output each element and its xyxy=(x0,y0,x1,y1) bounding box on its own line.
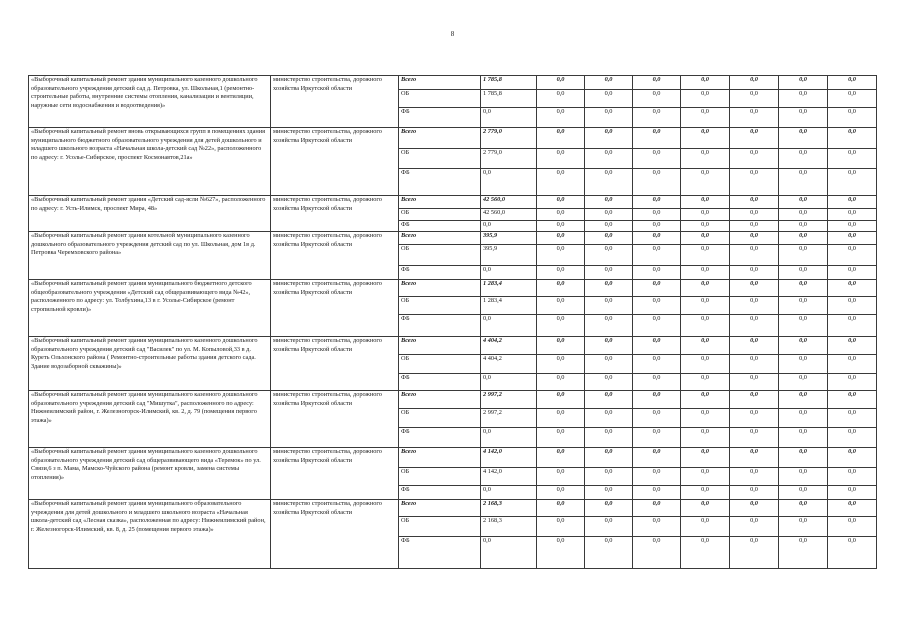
year-value-cell: 0,0 xyxy=(537,428,585,448)
year-value-cell: 0,0 xyxy=(585,355,633,374)
year-value-cell: 0,0 xyxy=(779,337,828,355)
year-value-cell: 0,0 xyxy=(681,297,730,315)
table-row xyxy=(29,500,877,517)
year-value-cell: 0,0 xyxy=(585,90,633,108)
funding-source-label: ОБ xyxy=(399,297,481,315)
year-value-cell: 0,0 xyxy=(681,468,730,486)
year-value-cell: 0,0 xyxy=(633,337,681,355)
year-value-cell: 0,0 xyxy=(633,355,681,374)
year-value-cell: 0,0 xyxy=(730,468,779,486)
funding-source-label: ОБ xyxy=(399,468,481,486)
year-value-cell: 0,0 xyxy=(681,315,730,337)
year-value-cell: 0,0 xyxy=(730,374,779,391)
amount-cell: 0,0 xyxy=(481,428,537,448)
page-number: 8 xyxy=(450,30,455,38)
year-value-cell: 0,0 xyxy=(779,232,828,245)
year-value-cell: 0,0 xyxy=(633,266,681,280)
year-value-cell: 0,0 xyxy=(585,428,633,448)
amount-cell: 2 997,2 xyxy=(481,391,537,409)
year-value-cell: 0,0 xyxy=(828,149,877,169)
year-value-cell: 0,0 xyxy=(828,108,877,128)
year-value-cell: 0,0 xyxy=(779,355,828,374)
year-value-cell: 0,0 xyxy=(633,315,681,337)
year-value-cell: 0,0 xyxy=(730,266,779,280)
year-value-cell: 0,0 xyxy=(828,297,877,315)
year-value-cell: 0,0 xyxy=(730,90,779,108)
year-value-cell: 0,0 xyxy=(633,128,681,149)
year-value-cell: 0,0 xyxy=(633,486,681,500)
year-value-cell: 0,0 xyxy=(779,486,828,500)
year-value-cell: 0,0 xyxy=(828,355,877,374)
year-value-cell: 0,0 xyxy=(828,468,877,486)
year-value-cell: 0,0 xyxy=(633,280,681,297)
year-value-cell: 0,0 xyxy=(537,297,585,315)
amount-cell: 4 142,0 xyxy=(481,468,537,486)
year-value-cell: 0,0 xyxy=(730,169,779,196)
year-value-cell: 0,0 xyxy=(730,280,779,297)
year-value-cell: 0,0 xyxy=(633,374,681,391)
funding-source-label: Всего xyxy=(399,128,481,149)
year-value-cell: 0,0 xyxy=(779,428,828,448)
amount-cell: 4 404,2 xyxy=(481,355,537,374)
year-value-cell: 0,0 xyxy=(730,448,779,468)
amount-cell: 0,0 xyxy=(481,108,537,128)
year-value-cell: 0,0 xyxy=(585,391,633,409)
year-value-cell: 0,0 xyxy=(537,209,585,221)
funding-source-label: ФБ xyxy=(399,266,481,280)
year-value-cell: 0,0 xyxy=(730,486,779,500)
year-value-cell: 0,0 xyxy=(585,108,633,128)
year-value-cell: 0,0 xyxy=(681,266,730,280)
year-value-cell: 0,0 xyxy=(633,297,681,315)
year-value-cell: 0,0 xyxy=(585,128,633,149)
year-value-cell: 0,0 xyxy=(585,500,633,517)
year-value-cell: 0,0 xyxy=(537,221,585,232)
year-value-cell: 0,0 xyxy=(828,76,877,90)
year-value-cell: 0,0 xyxy=(585,221,633,232)
funding-source-label: ФБ xyxy=(399,537,481,569)
amount-cell: 0,0 xyxy=(481,486,537,500)
year-value-cell: 0,0 xyxy=(681,90,730,108)
year-value-cell: 0,0 xyxy=(585,517,633,537)
project-description: «Выборочный капитальный ремонт здания муниципального казенного дошкольного образовательного учреждения детский сад общеразвивающего вида «Теремок» по ул. Связи,6 з п. Мама, Мамско-Чуйского района (ремонт кровли, замена системы отопления)» xyxy=(29,448,271,500)
year-value-cell: 0,0 xyxy=(730,232,779,245)
funding-source-label: ФБ xyxy=(399,428,481,448)
year-value-cell: 0,0 xyxy=(537,355,585,374)
year-value-cell: 0,0 xyxy=(633,245,681,266)
year-value-cell: 0,0 xyxy=(730,209,779,221)
amount-cell: 0,0 xyxy=(481,537,537,569)
funding-source-label: ФБ xyxy=(399,374,481,391)
year-value-cell: 0,0 xyxy=(537,517,585,537)
amount-cell: 0,0 xyxy=(481,315,537,337)
year-value-cell: 0,0 xyxy=(681,245,730,266)
year-value-cell: 0,0 xyxy=(585,315,633,337)
project-description: «Выборочный капитальный ремонт здания котельной муниципального казенного дошкольного образовательного учреждения детский сад по ул. Школьная, дом 1в д. Петровка Черемховского района» xyxy=(29,232,271,280)
year-value-cell: 0,0 xyxy=(585,409,633,428)
year-value-cell: 0,0 xyxy=(779,169,828,196)
amount-cell: 0,0 xyxy=(481,221,537,232)
year-value-cell: 0,0 xyxy=(633,108,681,128)
year-value-cell: 0,0 xyxy=(681,196,730,209)
year-value-cell: 0,0 xyxy=(779,315,828,337)
year-value-cell: 0,0 xyxy=(585,149,633,169)
project-description: «Выборочный капитальный ремонт здания муниципального бюджетного детского общеобразовательного учреждения «Детский сад общеразвивающего вида №42», расположенного по адресу: ул. Толбухина,13 в г. Усолье-Сибирское (ремонт стропильной кровли)» xyxy=(29,280,271,337)
budget-table xyxy=(28,75,877,569)
responsible-agency: министерство строительства, дорожного хозяйства Иркутской области xyxy=(271,76,399,128)
year-value-cell: 0,0 xyxy=(779,391,828,409)
amount-cell: 2 997,2 xyxy=(481,409,537,428)
year-value-cell: 0,0 xyxy=(537,128,585,149)
funding-source-label: ОБ xyxy=(399,209,481,221)
year-value-cell: 0,0 xyxy=(681,428,730,448)
table-row xyxy=(29,128,877,149)
amount-cell: 2 168,3 xyxy=(481,517,537,537)
funding-source-label: Всего xyxy=(399,448,481,468)
funding-source-label: ОБ xyxy=(399,517,481,537)
year-value-cell: 0,0 xyxy=(537,500,585,517)
year-value-cell: 0,0 xyxy=(779,468,828,486)
year-value-cell: 0,0 xyxy=(585,337,633,355)
responsible-agency: министерство строительства, дорожного хозяйства Иркутской области xyxy=(271,500,399,569)
year-value-cell: 0,0 xyxy=(585,169,633,196)
year-value-cell: 0,0 xyxy=(828,280,877,297)
year-value-cell: 0,0 xyxy=(681,280,730,297)
funding-source-label: ОБ xyxy=(399,149,481,169)
year-value-cell: 0,0 xyxy=(828,221,877,232)
year-value-cell: 0,0 xyxy=(828,428,877,448)
year-value-cell: 0,0 xyxy=(633,149,681,169)
year-value-cell: 0,0 xyxy=(537,448,585,468)
amount-cell: 0,0 xyxy=(481,169,537,196)
year-value-cell: 0,0 xyxy=(779,500,828,517)
year-value-cell: 0,0 xyxy=(633,448,681,468)
year-value-cell: 0,0 xyxy=(681,391,730,409)
year-value-cell: 0,0 xyxy=(828,486,877,500)
year-value-cell: 0,0 xyxy=(585,232,633,245)
year-value-cell: 0,0 xyxy=(537,232,585,245)
year-value-cell: 0,0 xyxy=(633,232,681,245)
year-value-cell: 0,0 xyxy=(779,128,828,149)
funding-source-label: Всего xyxy=(399,500,481,517)
year-value-cell: 0,0 xyxy=(828,391,877,409)
project-description: «Выборочный капитальный ремонт здания муниципального казенного дошкольного образовательного учреждения детский сад д. Петровка, ул. Школьная,1 (ремонтно-строительные работы, внутренние системы отопления, канализации и вентиляции, наружные сети водоснабжения и водоотведения)» xyxy=(29,76,271,128)
year-value-cell: 0,0 xyxy=(633,537,681,569)
year-value-cell: 0,0 xyxy=(585,280,633,297)
year-value-cell: 0,0 xyxy=(585,245,633,266)
year-value-cell: 0,0 xyxy=(633,221,681,232)
year-value-cell: 0,0 xyxy=(633,76,681,90)
year-value-cell: 0,0 xyxy=(828,537,877,569)
responsible-agency: министерство строительства, дорожного хозяйства Иркутской области xyxy=(271,337,399,391)
amount-cell: 2 779,0 xyxy=(481,149,537,169)
funding-source-label: ОБ xyxy=(399,355,481,374)
year-value-cell: 0,0 xyxy=(537,315,585,337)
amount-cell: 395,9 xyxy=(481,245,537,266)
year-value-cell: 0,0 xyxy=(537,108,585,128)
year-value-cell: 0,0 xyxy=(633,517,681,537)
year-value-cell: 0,0 xyxy=(537,537,585,569)
year-value-cell: 0,0 xyxy=(779,537,828,569)
year-value-cell: 0,0 xyxy=(730,355,779,374)
year-value-cell: 0,0 xyxy=(585,209,633,221)
funding-source-label: ОБ xyxy=(399,245,481,266)
year-value-cell: 0,0 xyxy=(779,266,828,280)
year-value-cell: 0,0 xyxy=(730,108,779,128)
table-row xyxy=(29,232,877,245)
year-value-cell: 0,0 xyxy=(730,337,779,355)
year-value-cell: 0,0 xyxy=(779,221,828,232)
funding-source-label: Всего xyxy=(399,337,481,355)
year-value-cell: 0,0 xyxy=(779,108,828,128)
year-value-cell: 0,0 xyxy=(537,245,585,266)
year-value-cell: 0,0 xyxy=(537,196,585,209)
year-value-cell: 0,0 xyxy=(779,245,828,266)
responsible-agency: министерство строительства, дорожного хозяйства Иркутской области xyxy=(271,196,399,232)
year-value-cell: 0,0 xyxy=(730,409,779,428)
amount-cell: 4 142,0 xyxy=(481,448,537,468)
amount-cell: 1 283,4 xyxy=(481,280,537,297)
year-value-cell: 0,0 xyxy=(730,517,779,537)
table-row xyxy=(29,280,877,297)
year-value-cell: 0,0 xyxy=(681,355,730,374)
amount-cell: 2 779,0 xyxy=(481,128,537,149)
year-value-cell: 0,0 xyxy=(828,128,877,149)
year-value-cell: 0,0 xyxy=(585,266,633,280)
year-value-cell: 0,0 xyxy=(681,169,730,196)
year-value-cell: 0,0 xyxy=(779,280,828,297)
year-value-cell: 0,0 xyxy=(828,337,877,355)
year-value-cell: 0,0 xyxy=(828,448,877,468)
year-value-cell: 0,0 xyxy=(681,500,730,517)
year-value-cell: 0,0 xyxy=(585,196,633,209)
table-row xyxy=(29,391,877,409)
year-value-cell: 0,0 xyxy=(730,245,779,266)
funding-source-label: Всего xyxy=(399,196,481,209)
year-value-cell: 0,0 xyxy=(585,297,633,315)
year-value-cell: 0,0 xyxy=(828,409,877,428)
project-description: «Выборочный капитальный ремонт здания муниципального казенного дошкольного образовательного учреждения детский сад "Мишутка", расположенного по адресу: Нижнеилимский район, г. Железногорск-Илимский, кв. 2, д. 79 (помещения первого этажа)» xyxy=(29,391,271,448)
year-value-cell: 0,0 xyxy=(537,280,585,297)
year-value-cell: 0,0 xyxy=(585,374,633,391)
year-value-cell: 0,0 xyxy=(537,169,585,196)
year-value-cell: 0,0 xyxy=(779,90,828,108)
responsible-agency: министерство строительства, дорожного хозяйства Иркутской области xyxy=(271,391,399,448)
year-value-cell: 0,0 xyxy=(779,517,828,537)
responsible-agency: министерство строительства, дорожного хозяйства Иркутской области xyxy=(271,448,399,500)
year-value-cell: 0,0 xyxy=(730,297,779,315)
year-value-cell: 0,0 xyxy=(585,486,633,500)
year-value-cell: 0,0 xyxy=(681,149,730,169)
year-value-cell: 0,0 xyxy=(681,232,730,245)
year-value-cell: 0,0 xyxy=(828,245,877,266)
year-value-cell: 0,0 xyxy=(681,486,730,500)
year-value-cell: 0,0 xyxy=(730,537,779,569)
table-row xyxy=(29,448,877,468)
year-value-cell: 0,0 xyxy=(537,266,585,280)
year-value-cell: 0,0 xyxy=(681,128,730,149)
year-value-cell: 0,0 xyxy=(537,76,585,90)
year-value-cell: 0,0 xyxy=(779,448,828,468)
year-value-cell: 0,0 xyxy=(633,468,681,486)
year-value-cell: 0,0 xyxy=(537,409,585,428)
year-value-cell: 0,0 xyxy=(585,448,633,468)
year-value-cell: 0,0 xyxy=(585,537,633,569)
funding-source-label: ОБ xyxy=(399,90,481,108)
funding-source-label: ФБ xyxy=(399,221,481,232)
funding-source-label: ФБ xyxy=(399,169,481,196)
funding-source-label: Всего xyxy=(399,280,481,297)
year-value-cell: 0,0 xyxy=(828,315,877,337)
year-value-cell: 0,0 xyxy=(585,76,633,90)
amount-cell: 2 168,3 xyxy=(481,500,537,517)
amount-cell: 395,9 xyxy=(481,232,537,245)
year-value-cell: 0,0 xyxy=(537,149,585,169)
responsible-agency: министерство строительства, дорожного хозяйства Иркутской области xyxy=(271,128,399,196)
year-value-cell: 0,0 xyxy=(681,448,730,468)
table-row xyxy=(29,76,877,90)
year-value-cell: 0,0 xyxy=(730,500,779,517)
funding-source-label: ОБ xyxy=(399,409,481,428)
amount-cell: 0,0 xyxy=(481,266,537,280)
year-value-cell: 0,0 xyxy=(828,266,877,280)
funding-source-label: ФБ xyxy=(399,315,481,337)
year-value-cell: 0,0 xyxy=(779,374,828,391)
project-description: «Выборочный капитальный ремонт здания «Детский сад-ясли №627», расположенного по адресу: г. Усть-Илимск, проспект Мира, 48» xyxy=(29,196,271,232)
year-value-cell: 0,0 xyxy=(730,428,779,448)
year-value-cell: 0,0 xyxy=(779,297,828,315)
year-value-cell: 0,0 xyxy=(828,90,877,108)
responsible-agency: министерство строительства, дорожного хозяйства Иркутской области xyxy=(271,232,399,280)
year-value-cell: 0,0 xyxy=(730,391,779,409)
year-value-cell: 0,0 xyxy=(828,517,877,537)
year-value-cell: 0,0 xyxy=(633,409,681,428)
year-value-cell: 0,0 xyxy=(730,221,779,232)
year-value-cell: 0,0 xyxy=(633,209,681,221)
project-description: «Выборочный капитальный ремонт здания муниципального образовательного учреждения для детей дошкольного и младшего школьного возраста «Начальная школа-детский сад «Лесная сказка», расположенная по адресу: Нижнеилимский район, г. Железногорск-Илимский, кв. 8, д. 25 (помещения первого этажа)» xyxy=(29,500,271,569)
year-value-cell: 0,0 xyxy=(779,196,828,209)
amount-cell: 1 785,8 xyxy=(481,90,537,108)
year-value-cell: 0,0 xyxy=(828,196,877,209)
year-value-cell: 0,0 xyxy=(779,409,828,428)
year-value-cell: 0,0 xyxy=(537,391,585,409)
year-value-cell: 0,0 xyxy=(730,128,779,149)
year-value-cell: 0,0 xyxy=(537,468,585,486)
year-value-cell: 0,0 xyxy=(537,337,585,355)
year-value-cell: 0,0 xyxy=(828,209,877,221)
funding-source-label: Всего xyxy=(399,232,481,245)
year-value-cell: 0,0 xyxy=(633,196,681,209)
year-value-cell: 0,0 xyxy=(730,149,779,169)
table-row xyxy=(29,196,877,209)
year-value-cell: 0,0 xyxy=(681,517,730,537)
year-value-cell: 0,0 xyxy=(779,76,828,90)
year-value-cell: 0,0 xyxy=(681,409,730,428)
year-value-cell: 0,0 xyxy=(633,90,681,108)
year-value-cell: 0,0 xyxy=(730,76,779,90)
year-value-cell: 0,0 xyxy=(681,537,730,569)
amount-cell: 42 560,0 xyxy=(481,209,537,221)
table-row xyxy=(29,337,877,355)
funding-source-label: Всего xyxy=(399,391,481,409)
year-value-cell: 0,0 xyxy=(681,209,730,221)
year-value-cell: 0,0 xyxy=(681,108,730,128)
project-description: «Выборочный капитальный ремонт вновь открывающихся групп в помещениях здания муниципального бюджетного образовательного учреждения для детей дошкольного и младшего школьного возраста «Начальная школа-детский сад №22», расположенного по адресу: г. Усолье-Сибирское, проспект Космонавтов,21а» xyxy=(29,128,271,196)
responsible-agency: министерство строительства, дорожного хозяйства Иркутской области xyxy=(271,280,399,337)
year-value-cell: 0,0 xyxy=(779,209,828,221)
amount-cell: 1 785,8 xyxy=(481,76,537,90)
project-description: «Выборочный капитальный ремонт здания муниципального казенного дошкольного образовательного учреждения детский сад "Василек" по ул. М. Копыловой,33 в д. Куреть Ольхонского района ( Ремонтно-строительные работы здания детского сада. Здание водозаборной скважины)» xyxy=(29,337,271,391)
year-value-cell: 0,0 xyxy=(681,374,730,391)
year-value-cell: 0,0 xyxy=(633,500,681,517)
year-value-cell: 0,0 xyxy=(537,486,585,500)
funding-source-label: ФБ xyxy=(399,108,481,128)
year-value-cell: 0,0 xyxy=(779,149,828,169)
funding-source-label: Всего xyxy=(399,76,481,90)
amount-cell: 4 404,2 xyxy=(481,337,537,355)
funding-source-label: ФБ xyxy=(399,486,481,500)
year-value-cell: 0,0 xyxy=(828,232,877,245)
year-value-cell: 0,0 xyxy=(730,315,779,337)
year-value-cell: 0,0 xyxy=(681,76,730,90)
year-value-cell: 0,0 xyxy=(730,196,779,209)
year-value-cell: 0,0 xyxy=(681,337,730,355)
year-value-cell: 0,0 xyxy=(537,374,585,391)
year-value-cell: 0,0 xyxy=(585,468,633,486)
year-value-cell: 0,0 xyxy=(633,169,681,196)
year-value-cell: 0,0 xyxy=(681,221,730,232)
amount-cell: 42 560,0 xyxy=(481,196,537,209)
year-value-cell: 0,0 xyxy=(633,391,681,409)
amount-cell: 0,0 xyxy=(481,374,537,391)
year-value-cell: 0,0 xyxy=(828,374,877,391)
amount-cell: 1 283,4 xyxy=(481,297,537,315)
year-value-cell: 0,0 xyxy=(537,90,585,108)
year-value-cell: 0,0 xyxy=(828,500,877,517)
year-value-cell: 0,0 xyxy=(633,428,681,448)
year-value-cell: 0,0 xyxy=(828,169,877,196)
